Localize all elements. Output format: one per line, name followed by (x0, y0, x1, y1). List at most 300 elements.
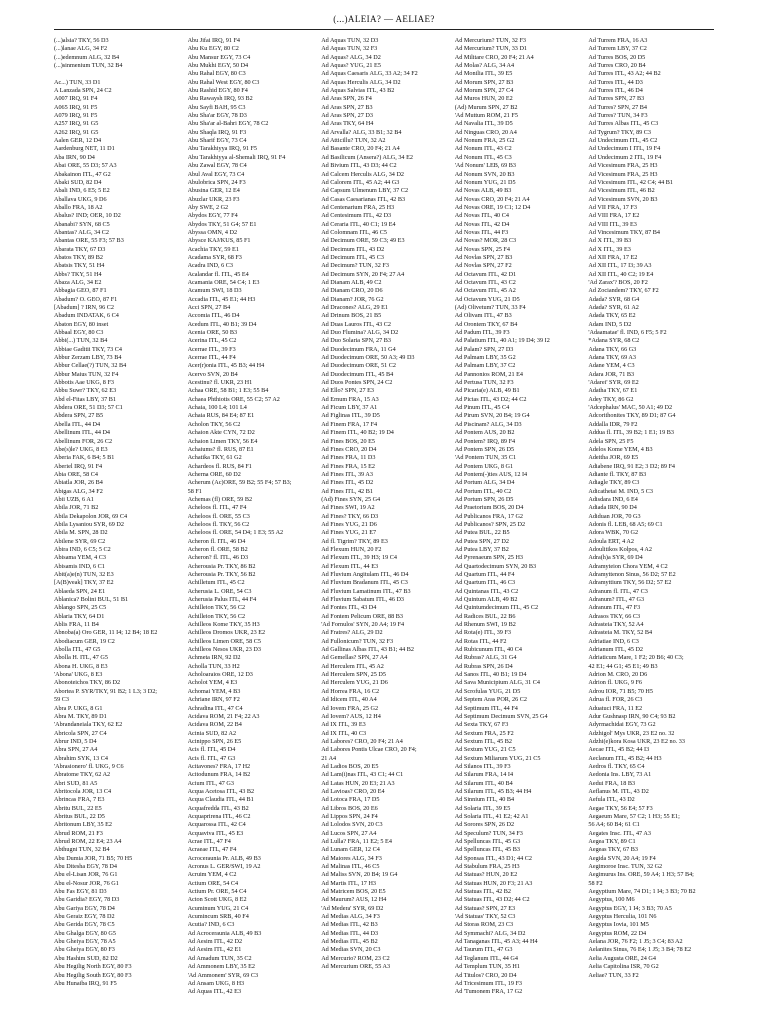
index-entry: Abritocola JOR, 13 C4 (54, 787, 112, 795)
index-entry: Abbu Suwr? TKY, 62 E3 (54, 387, 117, 395)
index-entry: Ad Gallinas Albas ITL, 43 B1; 44 B2 (321, 646, 414, 654)
index-entry: Aballava UKG, 9 D6 (54, 195, 107, 203)
index-entry: Ad Teglanum ITL, 44 G4 (454, 954, 518, 962)
index-entry: Ad Palmam LBY, 35 G2 (454, 354, 516, 362)
index-entry: Ad Pontem UKG, 8 G1 (454, 462, 514, 470)
index-entry: Abuzlar UKR, 23 F3 (187, 195, 240, 203)
index-entry: Acheloos fl. TKY, 56 C2 (187, 520, 250, 528)
index-entry: Ad Labores Pontis Ulcae CRO, 20 F4; (321, 746, 417, 754)
index-entry: Adela SPN, 25 F5 (588, 437, 634, 445)
index-entry: Ad Duo Flumina? ALG, 34 D2 (321, 329, 399, 337)
index-entry: Adatha TKY, 67 E1 (588, 387, 638, 395)
index-entry: Aegea TKY, 89 C1 (588, 838, 636, 845)
index-entry: Ad Lippos SPN, 24 F4 (321, 812, 378, 820)
index-entry: Acachia TKY, 59 E1 (187, 245, 239, 253)
index-entry: Abellinum ITL, 44 D4 (54, 429, 111, 437)
index-entry: Adane YEM, 4 C3 (588, 362, 635, 370)
index-entry: Adana TKY, 69 A3 (588, 354, 636, 362)
index-entry: Adrasteia M. TKY, 52 B4 (588, 629, 653, 637)
index-entry: Achriane IRN, 97 F2 (187, 696, 240, 704)
index-entry: Ad Bivium ITL, 43 D3; 44 C2 (321, 162, 397, 170)
index-entry: Abu Tarakhiyya IRQ, 91 F5 (187, 145, 257, 153)
index-entry: Achilleos Kome TKY, 35 H3 (187, 621, 260, 629)
index-entry: Ablis FRA, 11 B4 (54, 621, 99, 629)
index-entry: Ad Latas HUN, 20 E3; 21 A3 (321, 779, 395, 787)
index-entry: Ad Undecimum 2 ITL, 19 F4 (588, 153, 662, 161)
index-entry: Aeclanum ITL, 45 B2; 44 H3 (588, 754, 662, 762)
index-entry: Abydos EGY, 77 F4 (187, 212, 238, 220)
index-entry: Ad Novas SPN, 25 F4 (454, 245, 510, 253)
index-entry: Ad Spelluncas ITL, 45 G3 (454, 838, 521, 845)
index-entry: Abrud ROM, 21 F3 (54, 829, 103, 837)
index-entry: Ad Fines ITL, 45 D2 (321, 479, 374, 487)
index-entry: Aegyptus ROM, 22 D4 (588, 929, 647, 937)
header-rule (54, 29, 714, 30)
index-entry: Ad VIII ITL, 39 E3 (588, 220, 637, 228)
index-entry: Adramyteion Chora YEM, 4 C2 (588, 562, 668, 570)
index-entry: Abu Gheiya EGY, 78 A5 (54, 938, 116, 946)
index-entry: Ad Aras SPN, 27 D3 (321, 112, 373, 120)
index-entry: Ad Fines? TKY, 66 D3 (321, 512, 379, 520)
index-entry: Ad Quartum ITL, 46 C3 (454, 579, 516, 587)
index-entry: Abu Sharif EGY, 73 C4 (187, 137, 247, 145)
index-entry: Ad fl. Tigrim? TKY, 89 E3 (321, 537, 388, 545)
index-entry: Aedonia Ins. LBY, 73 A1 (588, 771, 652, 779)
index-entry: Acholoaraios ORE, 12 D3 (187, 671, 253, 679)
index-entry: Abanabi? SYN, 68 C5 (54, 220, 110, 228)
index-entry: Achaion Akte CYN, 72 D2 (187, 429, 255, 437)
index-entry: Ad Maiores ALG, 34 F3 (321, 854, 382, 862)
index-entry: Ad Herculem YUG, 21 D6 (321, 679, 388, 687)
index-entry: Abu Geraiz EGY, 78 D2 (54, 913, 115, 921)
index-entry: Ad Martis ITL, 17 H3 (321, 879, 377, 887)
index-entry: Aelia Capitolina ISR, 70 G2 (588, 963, 659, 971)
index-entry: Abritu BUL, 22 E5 (54, 804, 102, 812)
index-entry: 21 A4 (321, 754, 337, 762)
index-entry: Abysce KAJ/KUS, 85 F1 (187, 237, 251, 245)
index-entry: Abila Lysaniou SYR, 69 D2 (54, 520, 124, 528)
index-entry: Acervo SVN, 20 B4 (187, 370, 238, 378)
index-entry: Ad Arvalla? ALG, 33 B1; 32 B4 (321, 128, 402, 136)
index-entry: Ad Novas ORE, 19 C1; 12 D4 (454, 203, 531, 211)
index-entry: Adriaticum Mare, 1 F2; 20 B6; 40 C3; (588, 654, 684, 662)
index-entry: Adada? SYR, 61 A2 (588, 304, 639, 311)
index-entry: Ad Muros HUN, 20 E2 (454, 95, 513, 103)
index-entry: Achmeta IRN, 92 D2 (187, 654, 241, 662)
index-entry: Acquaprirena ITL, 46 C2 (187, 812, 251, 820)
index-entry: Abu Fas EGY, 81 D3 (54, 888, 107, 896)
index-entry: Ad Aquas? ALG, 34 D2 (321, 53, 381, 61)
index-entry: Adeitha JOR, 69 E5 (588, 454, 639, 462)
index-entry: Abalus? IND; OER, 10 D2 (54, 212, 121, 220)
index-entry: Ad Fontem Pelicum ORE, 88 B3 (321, 612, 403, 620)
index-entry: Ad Stabulum FRA, 25 H3 (454, 863, 520, 871)
index-entry: Aegates Insc. ITL, 47 A3 (588, 829, 651, 837)
index-entry: (Ad) Murum SPN, 27 B2 (454, 103, 518, 111)
index-entry: Adramyttium TKY, 56 D2; 57 E2 (588, 579, 672, 587)
index-entry: Acherum (Ac)ORE, 59 B2; 55 F4; 57 B3; (187, 479, 292, 487)
index-entry: Acquarossa ITL, 42 C4 (187, 821, 246, 829)
index-entry: Abantas? ALG, 34 C2 (54, 228, 109, 236)
index-entry: Abbaal EGY, 80 C3 (54, 329, 104, 337)
index-entry: Ad Portum ALG, 34 D4 (454, 479, 515, 487)
index-entry: Ad Rotas ITL, 44 F2 (454, 637, 507, 645)
index-entry: Ad Amadum TUN, 35 C2 (187, 954, 252, 962)
index-entry: Ad Ello? SPN, 27 E3 (321, 387, 374, 395)
index-entry: Ad Turrem FRA, 16 A3 (588, 37, 648, 44)
index-entry: Abulobrica SPN, 24 F3 (187, 178, 246, 186)
index-entry: Ad Silarum ITL, 45 B3; 44 H4 (454, 787, 532, 795)
index-entry: Abisama YEM, 4 C3 (54, 554, 107, 562)
index-entry: Ad Medias ITL, 45 B2 (321, 938, 378, 946)
index-entry: Acheloos fl. ORE, 55 C3 (187, 512, 250, 520)
index-entry: Ad Medias ALG, 34 F3 (321, 913, 380, 921)
index-entry: Ablango SPN, 25 C5 (54, 604, 107, 612)
index-entry: A065 IRQ, 91 F5 (54, 103, 98, 111)
index-entry: Ad Turrem LBY, 37 C2 (588, 45, 647, 53)
index-entry: *Adana SYR, 68 C2 (588, 337, 640, 345)
index-entry: Aegimurus Ins. ORE, 59 A4; 1 H3; 57 B4; (588, 871, 694, 879)
index-entry: Ad Pontem? IRQ, 89 F4 (454, 437, 516, 445)
index-entry: Ad Publicanos? SPN, 25 D2 (454, 520, 526, 528)
index-entry: Ad Decimum? TUN, 32 F3 (321, 262, 389, 270)
index-entry: Ad Symmachi? ALG, 34 D2 (454, 929, 526, 937)
index-entry: Adelos Kome YEM, 4 B3 (588, 445, 653, 453)
index-entry: Ad Lucos SPN, 27 A4 (321, 829, 377, 837)
index-entry: Adora WBK, 70 G2 (588, 529, 639, 537)
index-entry: Acis fl. ITL, 47 G3 (187, 754, 236, 762)
index-entry: Ad Ceraria ITL, 40 C1; 19 E4 (321, 220, 396, 228)
index-entry: Ad Flexum ITL, 44 E3 (321, 562, 379, 570)
index-entry: A Lanzada SPN, 24 C2 (54, 87, 112, 95)
index-entry: Achomai YEM, 4 B3 (187, 687, 241, 695)
index-entry: Addalla IDR, 79 F2 (588, 420, 638, 428)
index-entry: Ad Fines ITL, 39 A3 (321, 470, 373, 478)
index-entry: Ad Quintanas ITL, 43 C2 (454, 587, 519, 595)
index-entry: Ad Septimum ITL, 44 F4 (454, 704, 518, 712)
index-entry: Abii UZB, 6 A1 (54, 495, 94, 503)
index-entry: Ad Palatium ITL, 40 A1; 19 D4; 39 I2 (454, 337, 550, 345)
index-entry: Ad Rubras? ALG, 31 G4 (454, 654, 517, 662)
index-entry: Ablanica? Bolini BUL, 51 B1 (54, 596, 129, 604)
index-entry: Acitavones? FRA, 17 H2 (187, 762, 251, 770)
index-entry: Abaton EGY, 80 inset (54, 320, 109, 328)
index-entry: Ad Sanos ITL, 40 B1; 19 D4 (454, 671, 527, 679)
index-column-1 (54, 37, 180, 1012)
index-entry: 'Ad Zarax'? BOS, 20 F2 (588, 278, 648, 286)
index-entry: Ad Lolodos SVN, 20 C3 (321, 821, 383, 829)
index-entry: Ad Novas ALB, 49 B3 (454, 187, 512, 195)
index-entry: Adranum ITL, 47 F3 (588, 604, 641, 612)
index-entry: Ad Orontem TKY, 67 B4 (454, 320, 518, 328)
index-entry: Aegaeum Mare, 57 C2; 1 H3; 55 E1; (588, 812, 680, 820)
index-entry: Ad Turres ITL, 43 A2; 44 B2 (588, 70, 661, 78)
index-entry: Ad Nonum SVN, 20 B3 (454, 170, 515, 178)
index-entry: Adrion fl. UKG, 9 F6 (588, 679, 642, 687)
index-entry: Accomia ITL, 46 D4 (187, 312, 240, 320)
index-entry: Ad Portum ITL, 40 C2 (454, 487, 512, 495)
page-header: (...)ALEIA? — AELIAE? (333, 14, 435, 24)
index-entry: Abellinum FOR, 26 C2 (54, 437, 113, 445)
index-entry: Adisdara IND, 6 E4 (588, 495, 638, 503)
index-entry: Ad Palam? SPN, 27 D3 (454, 345, 514, 353)
index-entry: Adicathetai M. IND, 5 C3 (588, 487, 653, 495)
index-entry: Ad Finem ITL, 40 B2; 19 D4 (321, 429, 394, 437)
index-entry: Ad Fines YUG, 21 E7 (321, 529, 377, 537)
index-entry: Ad Ammonem LBY, 35 E2 (187, 963, 256, 971)
index-entry: Ad Quartum ITL, 44 F4 (454, 571, 515, 578)
index-entry: Ad Dracones? ALG, 29 E1 (321, 304, 389, 311)
index-entry: Aegyptium Mare, 74 D1; 1 I4; 3 B3; 70 B2 (588, 888, 696, 896)
index-entry: (Ad) Fines SYN, 25 G4 (321, 495, 381, 503)
index-entry: Abu el-Nosur JOR, 76 G1 (54, 879, 119, 887)
index-entry: Aegyptus EGY, 1 I4; 3 B3; 70 A5 (588, 904, 672, 912)
index-entry: 'Ad Ammonem' SYR, 69 C3 (187, 971, 259, 979)
index-entry: Aballo FRA, 18 A2 (54, 203, 103, 211)
index-entry: 'Ad Medera' SYR, 69 D2 (321, 904, 384, 912)
index-entry: Abritonum LBY, 35 E2 (54, 821, 112, 829)
index-entry: Ad Turres? SPN, 27 B4 (588, 103, 647, 111)
index-entry: Adiada IRN, 90 D4 (588, 504, 637, 512)
index-entry: Ad Aquas Salvias ITL, 43 B2 (321, 87, 395, 95)
index-entry: Ad X ITL, 39 B3 (588, 237, 632, 245)
index-entry: Ad Zociandem? TKY, 67 F2 (588, 287, 659, 295)
index-column-2 (188, 37, 314, 1012)
index-entry: Ad Turres CRO, 20 B4 (588, 62, 646, 70)
index-entry: Ad Centenarium FRA, 25 H3 (321, 203, 395, 211)
index-entry: Acherousia Pr. TKY, 56 B2 (187, 571, 256, 578)
index-entry: Abu Shaqla IRQ, 91 F3 (187, 128, 247, 136)
index-entry: Acalandar fl. ITL, 45 E4 (187, 270, 249, 278)
index-entry: Ad Drinum BOS, 21 B5 (321, 312, 382, 320)
index-entry: Ad Dianam ALB, 49 C2 (321, 278, 382, 286)
index-entry: Abisamis IND, 6 C1 (54, 562, 105, 570)
index-entry: (...)sinmenium TUN, 32 B4 (54, 62, 123, 70)
index-entry: Ad Rubicunum ITL, 40 C4 (454, 646, 522, 654)
index-entry: Abyssa OMN, 4 D2 (187, 228, 238, 236)
index-entry: Ad Mercurium? TUN, 33 D1 (454, 45, 528, 53)
index-entry: Aba IRN, 90 D4 (54, 153, 95, 161)
index-entry: Abilene SYR, 69 C2 (54, 537, 106, 545)
index-entry: Abira IND, 6 C5; 5 C2 (54, 545, 111, 553)
index-entry: Ad Fluvium Sabatum ITL, 46 D3 (321, 596, 405, 604)
index-entry: Acholla TUN, 33 H2 (187, 662, 240, 670)
index-entry: [A(B)veak] TKY, 37 E2 (54, 579, 114, 587)
index-entry: Acheloos fl. ITL, 47 F4 (187, 504, 247, 512)
index-entry: 'Abrandaneiala TKY, 62 E2 (54, 721, 123, 729)
index-entry: Ad Sextum FRA, 25 F2 (454, 729, 514, 737)
index-entry: Achaion Limen TKY, 56 E4 (187, 437, 258, 445)
index-entry: Ad Rota(e) ITL, 39 F3 (454, 629, 511, 637)
index-entry: Achilleion TKY, 56 C2 (187, 612, 246, 620)
index-entry: Ad Malinas ITL, 46 C5 (321, 863, 380, 871)
index-entry: Abu Rawaysh IRQ, 93 B2 (187, 95, 253, 103)
index-entry: Acqua Acetosa ITL, 43 B2 (187, 787, 255, 795)
index-entry: Abydos TKY, 51 G4; 57 E1 (187, 220, 257, 228)
index-entry: Ablaria TKY, 64 D1 (54, 612, 105, 620)
index-entry: Ad Navalia ITL, 39 D5 (454, 120, 513, 128)
index-entry: Ad Vicesimum ITL, 42 C4; 44 B1 (588, 178, 673, 186)
index-entry: Ad Pontem SPN, 26 D5 (454, 445, 515, 453)
index-entry: Ad Pinum ITL, 45 C4 (454, 404, 510, 412)
index-entry: A262 IRQ, 91 G5 (54, 128, 99, 136)
index-entry: Ad Speculum? TUN, 34 F3 (454, 829, 523, 837)
index-entry: Abu Gheiya EGY, 80 F3 (54, 946, 115, 954)
index-entry: Ad Aras SPN, 27 B3 (321, 103, 373, 111)
index-entry: Aefula ITL, 43 D2 (588, 796, 635, 804)
index-entry: Abu Hegilig North EGY, 80 F3 (54, 963, 132, 971)
index-entry: Achilleos Nesos UKR, 23 D3 (187, 646, 261, 654)
index-entry: Acerrae ITL, 39 F3 (187, 345, 236, 353)
index-entry: Abu Ditesha EGY, 78 D4 (54, 863, 117, 871)
index-entry: 'Adcephalus' MAC, 50 A1; 49 D2 (588, 404, 673, 412)
index-entry: Ad Novas CRO, 20 F4; 21 A4 (454, 195, 530, 203)
index-entry: Ablaeda SPN, 24 E1 (54, 587, 106, 595)
index-entry: Abu Garidia? EGY, 78 D3 (54, 896, 120, 904)
index-entry: Ad Turres SPN, 27 B3 (588, 95, 645, 103)
index-entry: Adrasos TKY, 66 C3 (588, 612, 641, 620)
index-entry: Achaa ORE, 58 B1; 1 E3; 55 B4 (187, 387, 269, 395)
index-entry: Abodiacum GER, 19 C2 (54, 637, 115, 645)
index-entry: Ad Duos Pontes SPN, 24 C2 (321, 379, 393, 387)
index-entry: Ad Octavum ITL, 43 C2 (454, 278, 516, 286)
index-entry: Ad Medias SVN, 20 C3 (321, 946, 381, 954)
index-entry: Abia ORE, 58 C4 (54, 470, 98, 478)
index-entry: Ac...) TUN, 33 D1 (54, 78, 101, 86)
index-entry: Abu Hegilig South EGY, 80 F3 (54, 971, 132, 979)
index-entry: Ad Flexum ITL, 39 H3; 19 C4 (321, 554, 397, 562)
index-entry: Adriatiae IND, 6 C3 (588, 637, 639, 645)
index-entry: Acis fl. ITL, 45 D4 (187, 746, 236, 754)
index-entry: Ad Templum TUN, 35 H1 (454, 963, 520, 971)
index-entry: Ad Colomnam ITL, 46 C5 (321, 228, 388, 236)
index-entry: Abu Rashid EGY, 80 F4 (187, 87, 248, 95)
index-entry: Aegeas TKY, 67 B3 (588, 846, 638, 854)
index-entry: Aeflanus M. ITL, 43 D2 (588, 787, 649, 795)
index-entry: Ad Palmam LBY, 37 C2 (454, 362, 516, 370)
index-entry: Achilleos Limen ORE, 58 C5 (187, 637, 261, 645)
index-entry: Ad Molas? ALG, 34 A4 (454, 62, 515, 70)
index-entry: 'Adaamatae' fl. IND, 6 F5; 5 F2 (588, 329, 667, 337)
index-entry: Ad Taurum ITL, 47 G3 (454, 946, 513, 954)
index-entry: Abthugni TUN, 32 B4 (54, 846, 110, 854)
index-entry: Ad Pyrenaeum SPN, 25 H3 (454, 554, 524, 562)
index-entry: Adoula ERT, 4 A2 (588, 537, 634, 545)
index-entry: Acadama SYR, 68 F3 (187, 253, 242, 261)
index-entry: Adada TKY, 65 E2 (588, 312, 636, 320)
index-entry: Ad Publicanos FRA, 17 G2 (454, 512, 524, 520)
index-entry: Ad Atticillu? TUN, 32 A2 (321, 137, 386, 145)
index-entry: Ad Duodecimum ITL, 45 B4 (321, 370, 394, 378)
index-entry: Ad Dianam CRO, 20 D6 (321, 287, 383, 295)
index-entry: Acamum SWI, 18 D3 (187, 287, 242, 295)
index-entry: Ad Basilicum (Ansera?) ALG, 34 E2 (321, 153, 413, 161)
index-entry: Ad Aquas Caesaris ALG, 33 A2; 34 F2 (321, 70, 418, 78)
index-entry: Aelana JOR, 76 F2; 1 J5; 3 C4; 83 A2 (588, 938, 683, 946)
index-entry: Acheron fl. ORE, 58 B2 (187, 545, 248, 553)
index-entry: Achilletum ITL, 45 C2 (187, 579, 245, 587)
index-entry: Abdera SPN, 27 B5 (54, 412, 104, 420)
index-entry: Ad Acroceraunia ALB, 49 B3 (187, 929, 262, 937)
index-entry: Adiagle TKY, 89 C3 (588, 479, 640, 487)
index-entry: Acherusia Palus ITL, 44 F4 (187, 596, 257, 604)
index-entry: Ad Novas ITL, 40 C4 (454, 212, 509, 220)
index-entry: Ad VIII FRA, 17 E2 (588, 212, 640, 220)
index-entry: Ad Lulla? FRA, 11 E2; 5 E4 (321, 838, 392, 845)
index-entry: Abonoteichos TKY, 86 D2 (54, 679, 121, 687)
index-entry: Ad Septimum Decimum SVN, 25 G4 (454, 712, 548, 720)
index-entry: Ad Matricem BOS, 20 E5 (321, 888, 386, 896)
index-column-4 (455, 37, 581, 1012)
index-entry: Ad Herculem ITL, 45 A2 (321, 662, 384, 670)
index-entry: Acinia SUD, 82 A2 (187, 729, 237, 737)
index-entry: Abu Gerida EGY, 78 C5 (54, 921, 115, 929)
index-entry: Abbur Zerzam LBY, 73 B4 (54, 354, 122, 362)
index-entry: Ad Tygrum? TKY, 89 C3 (588, 128, 652, 136)
index-entry: Abratome TKY, 62 A2 (54, 771, 111, 779)
index-entry: (...)edemnum ALG, 32 B4 (54, 53, 120, 61)
index-entry: Abnoba(a) Oro GER, 11 I4; 12 B4; 18 E2 (54, 629, 158, 637)
index-entry: Aegyptus Herculia, 101 N6 (588, 913, 657, 921)
index-entry: Ad Olivam ITL, 47 B3 (454, 312, 512, 320)
index-entry: A079 IRQ, 91 F5 (54, 112, 98, 120)
index-entry: Ad Militare CRO, 20 F4; 21 A4 (454, 53, 534, 61)
index-entry: Abdera ORE, 51 D3; 57 C1 (54, 404, 123, 412)
index-entry: Ad Octavum ITL, 45 A2 (454, 287, 516, 295)
index-entry: Abra SPN, 27 A4 (54, 746, 98, 754)
index-entry: Aeliae? TUN, 33 F2 (588, 971, 639, 979)
index-entry: Ad Mercurium ORE, 55 A3 (321, 963, 391, 971)
index-entry: 58 F1 (187, 487, 202, 495)
index-entry: Ad Decimum ITL, 45 C3 (321, 253, 384, 261)
index-entry: Achilleos Dromos UKR, 23 E2 (187, 629, 266, 637)
index-entry: Adranum? ITL, 47 G3 (588, 596, 645, 604)
index-entry: Ad Fullonicum? TUN, 32 F3 (321, 637, 394, 645)
index-entry: Abolla ITL, 47 G5 (54, 646, 101, 654)
index-entry: Abai ORE, 55 D3; 57 A3 (54, 162, 117, 170)
index-entry: Adiante fl. TKY, 87 B3 (588, 470, 647, 478)
index-entry: Ad IX ITL, 39 E3 (321, 721, 366, 729)
index-entry: (...)lanae ALG, 34 F2 (54, 45, 108, 53)
index-entry: Ad Pictas ITL, 43 D2; 44 C2 (454, 395, 527, 403)
index-entry: Ad Novas ITL, 42 D4 (454, 220, 510, 228)
index-entry: Actium ORE, 54 C4 (187, 879, 239, 887)
index-entry: Ad Nonum ITL, 43 C2 (454, 145, 512, 153)
index-entry: Aby SWE, 2 G2 (187, 203, 229, 211)
index-entry: Ad Fines ITL, 42 B1 (321, 487, 373, 495)
index-entry: Ad Sava Municipium ALG, 31 C4 (454, 679, 541, 687)
index-entry: Acamania ORE, 54 C4; 1 E3 (187, 278, 260, 286)
index-entry: Ad Decimum ORE, 59 C3; 49 E3 (321, 237, 405, 245)
index-entry (54, 70, 180, 78)
index-entry: Ad Aras SPN, 26 F4 (321, 95, 372, 103)
index-entry: Abu Sha'ar EGY, 78 D3 (187, 112, 247, 120)
index-entry: Abadum INDATAK, 6 C4 (54, 312, 119, 320)
index-entry: Ad Ernum FRA, 15 A3 (321, 395, 379, 403)
index-entry: Ad Casas Caesarianas ITL, 42 B3 (321, 195, 406, 203)
index-entry: Abbiae Gaditii TKY, 73 C4 (54, 345, 123, 353)
index-entry: Ad VII FRA, 17 F3 (588, 203, 637, 211)
index-entry: Abra M. TKY, 89 D1 (54, 712, 107, 720)
index-entry: Ad Putea SPN, 27 D2 (454, 537, 509, 545)
index-entry: Achaiums? fl. RUS, 87 E1 (187, 445, 254, 453)
index-entry: Abrur IND, 5 D4 (54, 737, 97, 745)
index-entry: Ad Aesim ITL, 42 E1 (187, 946, 242, 954)
index-entry: Abatos TKY, 89 B2 (54, 253, 103, 261)
index-entry: Ad XII ITL, 17 I3; 39 A3 (588, 262, 652, 270)
index-entry: Ad Calorem ITL, 45 A2; 44 G3 (321, 178, 400, 186)
index-entry: Abbur Maius TUN, 32 F4 (54, 370, 119, 378)
